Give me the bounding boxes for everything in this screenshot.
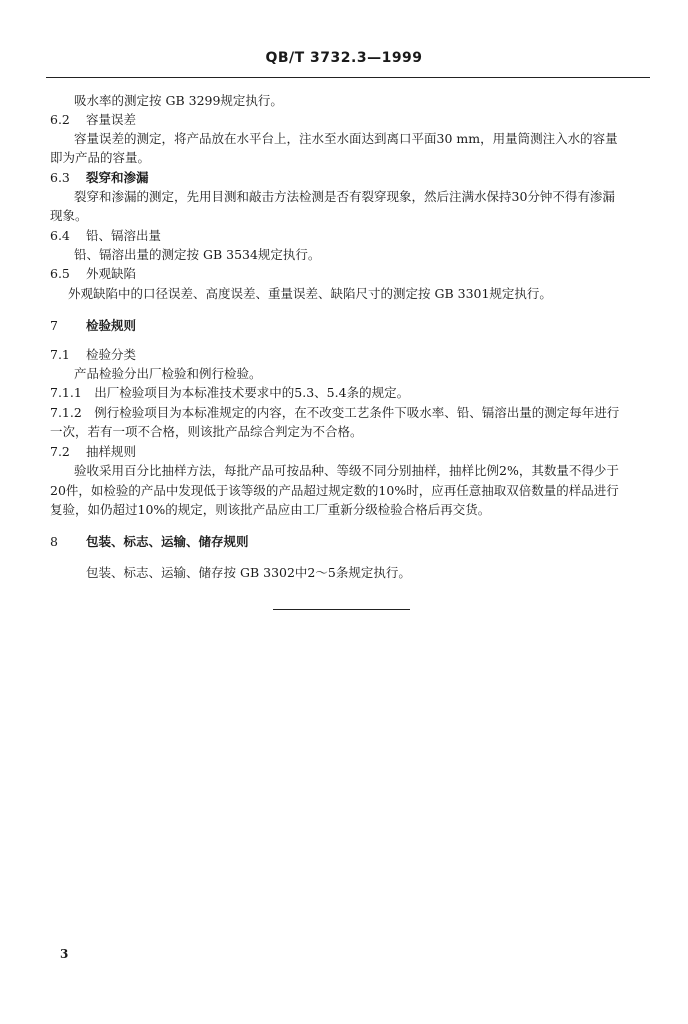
chapter-title: 包装、标志、运输、储存规则 bbox=[86, 534, 249, 549]
section-title: 抽样规则 bbox=[86, 444, 137, 459]
chapter-heading-7 bbox=[50, 318, 136, 334]
section-heading-6-4 bbox=[50, 228, 161, 244]
section-title: 容量误差 bbox=[86, 112, 137, 127]
section-number: 6.4 bbox=[50, 228, 70, 243]
section-heading-6-2 bbox=[50, 112, 136, 128]
paragraph-routine-inspection-line1: 7.1.2 例行检验项目为本标准规定的内容，在不改变工艺条件下吸水率、铅、镉溶出量的测定每年进行 bbox=[50, 405, 620, 420]
section-heading-6-3 bbox=[50, 170, 149, 186]
chapter-number: 7 bbox=[50, 318, 58, 333]
paragraph-routine-inspection-line2: 一次，若有一项不合格，则该批产品综合判定为不合格。 bbox=[50, 424, 363, 439]
paragraph-sampling-line2: 20件，如检验的产品中发现低于该等级的产品超过规定数的10%时，应再任意抽取双倍数量的样品进行 bbox=[50, 483, 619, 498]
chapter-heading-8 bbox=[50, 534, 249, 550]
chapter-title: 检验规则 bbox=[86, 318, 137, 333]
section-title: 检验分类 bbox=[86, 347, 137, 362]
paragraph-leakage-line1: 裂穿和渗漏的测定，先用目测和敲击方法检测是否有裂穿现象，然后注满水保持30分钟不得有渗漏 bbox=[74, 189, 615, 204]
paragraph-appearance: 外观缺陷中的口径误差、高度误差、重量误差、缺陷尺寸的测定按 GB 3301规定执行。 bbox=[68, 286, 552, 301]
page-number: 3 bbox=[60, 947, 69, 961]
paragraph-sampling-line3: 复验，如仍超过10%的规定，则该批产品应由工厂重新分级检验合格后再交货。 bbox=[50, 502, 491, 517]
section-title: 外观缺陷 bbox=[86, 266, 137, 281]
paragraph-factory-inspection: 7.1.1 出厂检验项目为本标准技术要求中的5.3、5.4条的规定。 bbox=[50, 385, 410, 400]
paragraph-packaging: 包装、标志、运输、储存按 GB 3302中2～5条规定执行。 bbox=[86, 565, 411, 580]
section-title: 铅、镉溶出量 bbox=[86, 228, 162, 243]
section-number: 7.2 bbox=[50, 444, 70, 459]
paragraph-capacity-line2: 即为产品的容量。 bbox=[50, 150, 151, 165]
paragraph-sampling-line1: 验收采用百分比抽样方法，每批产品可按品种、等级不同分别抽样，抽样比例2%，其数量不得少于 bbox=[74, 463, 619, 478]
paragraph-leakage-line2: 现象。 bbox=[50, 208, 88, 223]
section-number: 7.1 bbox=[50, 347, 70, 362]
paragraph-water-absorption: 吸水率的测定按 GB 3299规定执行。 bbox=[74, 93, 283, 108]
paragraph-lead-cadmium: 铅、镉溶出量的测定按 GB 3534规定执行。 bbox=[74, 247, 321, 262]
paragraph-inspection-types: 产品检验分出厂检验和例行检验。 bbox=[74, 366, 262, 381]
section-title: 裂穿和渗漏 bbox=[86, 170, 149, 185]
chapter-number: 8 bbox=[50, 534, 58, 549]
section-heading-7-2 bbox=[50, 444, 136, 460]
section-heading-6-5 bbox=[50, 266, 136, 282]
section-heading-7-1 bbox=[50, 347, 136, 363]
section-number: 6.5 bbox=[50, 266, 70, 281]
section-number: 6.2 bbox=[50, 112, 70, 127]
section-number: 6.3 bbox=[50, 170, 70, 185]
standard-code: QB/T 3732.3—1999 bbox=[265, 50, 423, 66]
header-divider bbox=[46, 77, 650, 78]
end-of-standard-rule bbox=[273, 609, 410, 610]
paragraph-capacity-line1: 容量误差的测定，将产品放在水平台上，注水至水面达到离口平面30 mm，用量筒测注入水的容量 bbox=[74, 131, 618, 146]
